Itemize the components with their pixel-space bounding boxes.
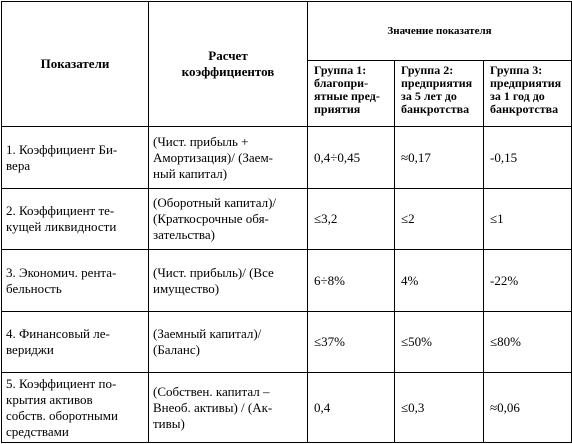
group-2-value: ≤0,3 <box>395 373 484 443</box>
group-3-value: ≤80% <box>484 312 572 373</box>
header-calculation: Расчет коэффициентов <box>149 2 308 127</box>
table-row <box>2 312 572 373</box>
group-2-value: ≈0,17 <box>395 127 484 189</box>
table-row <box>2 250 572 312</box>
group-1-value: ≤3,2 <box>308 189 395 250</box>
indicator-cell: 1. Коэффициент Би- вера <box>2 127 149 189</box>
group-3-value: ≤1 <box>484 189 572 250</box>
table-row <box>2 189 572 250</box>
header-indicators: Показатели <box>2 2 149 127</box>
group-3-value: -22% <box>484 250 572 312</box>
header-group-3: Группа 3: предприятия за 1 год до банкротства <box>484 61 572 127</box>
formula-cell: (Чист. прибыль + Амортизация)/ (Заем- ный капитал) <box>149 127 308 189</box>
group-1-value: ≤37% <box>308 312 395 373</box>
formula-cell: (Чист. прибыль)/ (Все имущество) <box>149 250 308 312</box>
header-group-1: Группа 1: благопри- ятные пред- приятия <box>308 61 395 127</box>
group-3-value: -0,15 <box>484 127 572 189</box>
indicator-cell: 5. Коэффициент по- крытия активов собств. оборотными средствами <box>2 373 149 443</box>
group-3-value: ≈0,06 <box>484 373 572 443</box>
group-1-value: 6÷8% <box>308 250 395 312</box>
header-value-group: Значение показателя <box>308 2 572 61</box>
indicators-table <box>1 1 572 443</box>
group-2-value: 4% <box>395 250 484 312</box>
group-1-value: 0,4 <box>308 373 395 443</box>
formula-cell: (Оборотный капитал)/ (Краткосрочные обя- зательства) <box>149 189 308 250</box>
group-2-value: ≤2 <box>395 189 484 250</box>
formula-cell: (Заемный капитал)/ (Баланс) <box>149 312 308 373</box>
indicator-cell: 2. Коэффициент те- кущей ликвидности <box>2 189 149 250</box>
header-group-2: Группа 2: предприятия за 5 лет до банкротства <box>395 61 484 127</box>
group-1-value: 0,4÷0,45 <box>308 127 395 189</box>
indicator-cell: 4. Финансовый ле- вериджи <box>2 312 149 373</box>
indicator-cell: 3. Экономич. рента- бельность <box>2 250 149 312</box>
group-2-value: ≤50% <box>395 312 484 373</box>
table-row <box>2 373 572 443</box>
formula-cell: (Собствен. капитал – Внеоб. активы) / (Ак- тивы) <box>149 373 308 443</box>
table-row <box>2 127 572 189</box>
